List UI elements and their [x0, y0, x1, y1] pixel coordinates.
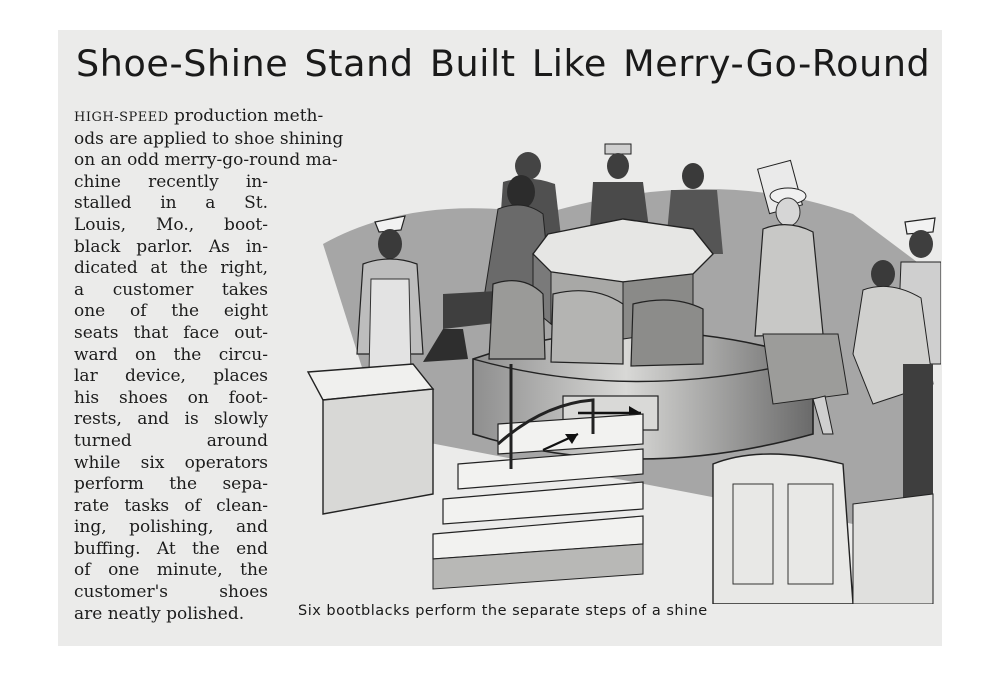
illustration-caption: Six bootblacks perform the separate steps of a shine — [298, 603, 708, 619]
body-line: buffing. At the end — [74, 538, 268, 559]
magazine-page — [58, 30, 942, 646]
body-line: chine recently in- — [74, 171, 268, 192]
article-body — [74, 106, 344, 625]
body-line: his shoes on foot- — [74, 387, 268, 408]
body-line — [74, 106, 324, 129]
body-line: black parlor. As in- — [74, 236, 268, 257]
body-line: ward on the circu- — [74, 344, 268, 365]
body-line: rate tasks of clean- — [74, 495, 268, 516]
body-line-text: production meth- — [168, 106, 324, 126]
body-line: are neatly polished. — [74, 603, 245, 624]
body-line: turned around — [74, 430, 268, 451]
body-line: on an odd merry-go-round ma- — [74, 150, 338, 171]
body-line: one of the eight — [74, 301, 268, 322]
body-line: a customer takes — [74, 279, 268, 300]
body-line: stalled in a St. — [74, 193, 268, 214]
body-line: ing, polishing, and — [74, 517, 268, 538]
body-line: ods are applied to shoe shining — [74, 128, 344, 149]
lead-smallcaps: HIGH-SPEED — [74, 110, 169, 125]
body-line: customer's shoes — [74, 582, 268, 603]
body-line: of one minute, the — [74, 560, 268, 581]
counter-box — [308, 364, 433, 514]
body-line: while six operators — [74, 452, 268, 473]
body-line: seats that face out- — [74, 322, 268, 343]
body-line: Louis, Mo., boot- — [74, 214, 268, 235]
body-line: dicated at the right, — [74, 258, 268, 279]
merry-go-round-illustration — [293, 104, 941, 604]
body-line: lar device, places — [74, 366, 268, 387]
body-line: perform the sepa- — [74, 474, 268, 495]
article-headline: Shoe-Shine Stand Built Like Merry-Go-Round — [76, 42, 931, 85]
body-line: rests, and is slowly — [74, 409, 268, 430]
